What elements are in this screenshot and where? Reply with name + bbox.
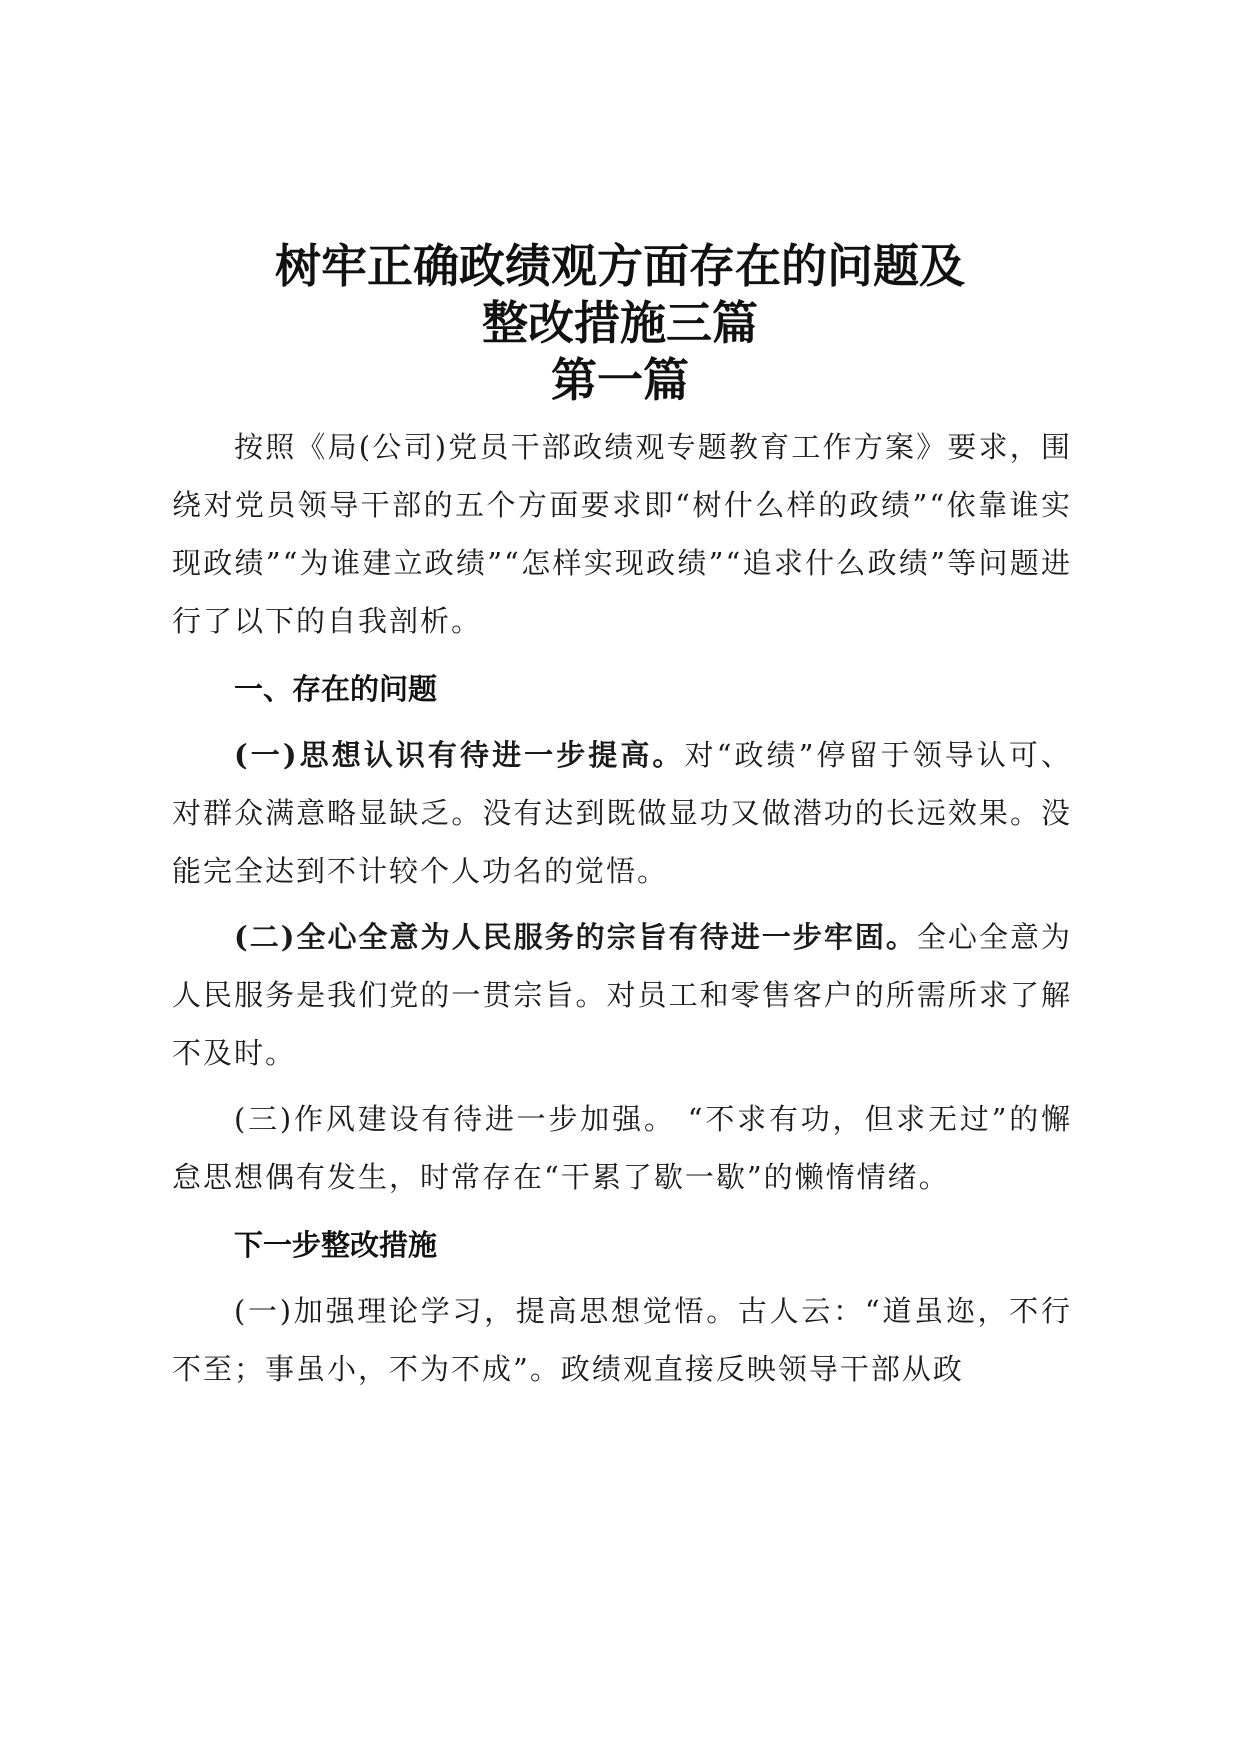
issue-text-3: (三)作风建设有待进一步加强。 “不求有功，但求无过”的懈怠思想偶有发生，时常存在“干累了歇一歇”的懒惰情绪。 bbox=[172, 1102, 1072, 1194]
issue-lead-2: (二)全心全意为人民服务的宗旨有待进一步牢固。 bbox=[234, 920, 917, 954]
document-title bbox=[170, 238, 1070, 409]
section-heading-problems: 一、存在的问题 bbox=[234, 672, 438, 706]
document-body bbox=[172, 418, 1072, 1398]
title-line-1: 树牢正确政绩观方面存在的问题及 bbox=[275, 239, 965, 293]
subtitle: 第一篇 bbox=[551, 353, 689, 407]
title-line-2: 整改措施三篇 bbox=[482, 296, 758, 350]
section-heading-measures: 下一步整改措施 bbox=[234, 1228, 438, 1262]
issue-paragraph-1 bbox=[172, 726, 1072, 900]
measure-paragraph-1: (一)加强理论学习，提高思想觉悟。古人云：“道虽迩，不行不至；事虽小，不为不成”。政绩观直接反映领导干部从政 bbox=[172, 1294, 1072, 1386]
issue-text-1: 对“政绩”停留于领导认可、对群众满意略显缺乏。没有达到既做显功又做潜功的长远效果。没能完全达到不计较个人功名的觉悟。 bbox=[172, 738, 1072, 888]
issue-paragraph-2 bbox=[172, 908, 1072, 1082]
issue-paragraph-3 bbox=[172, 1090, 1072, 1206]
issue-lead-1: (一)思想认识有待进一步提高。 bbox=[234, 738, 685, 772]
issue-text-2: 全心全意为人民服务是我们党的一贯宗旨。对员工和零售客户的所需所求了解不及时。 bbox=[172, 920, 1072, 1070]
intro-paragraph: 按照《局(公司)党员干部政绩观专题教育工作方案》要求，围绕对党员领导干部的五个方面要求即“树什么样的政绩”“依靠谁实现政绩”“为谁建立政绩”“怎样实现政绩”“追求什么政绩”等问题进行了以下的自我剖析。 bbox=[172, 430, 1072, 638]
